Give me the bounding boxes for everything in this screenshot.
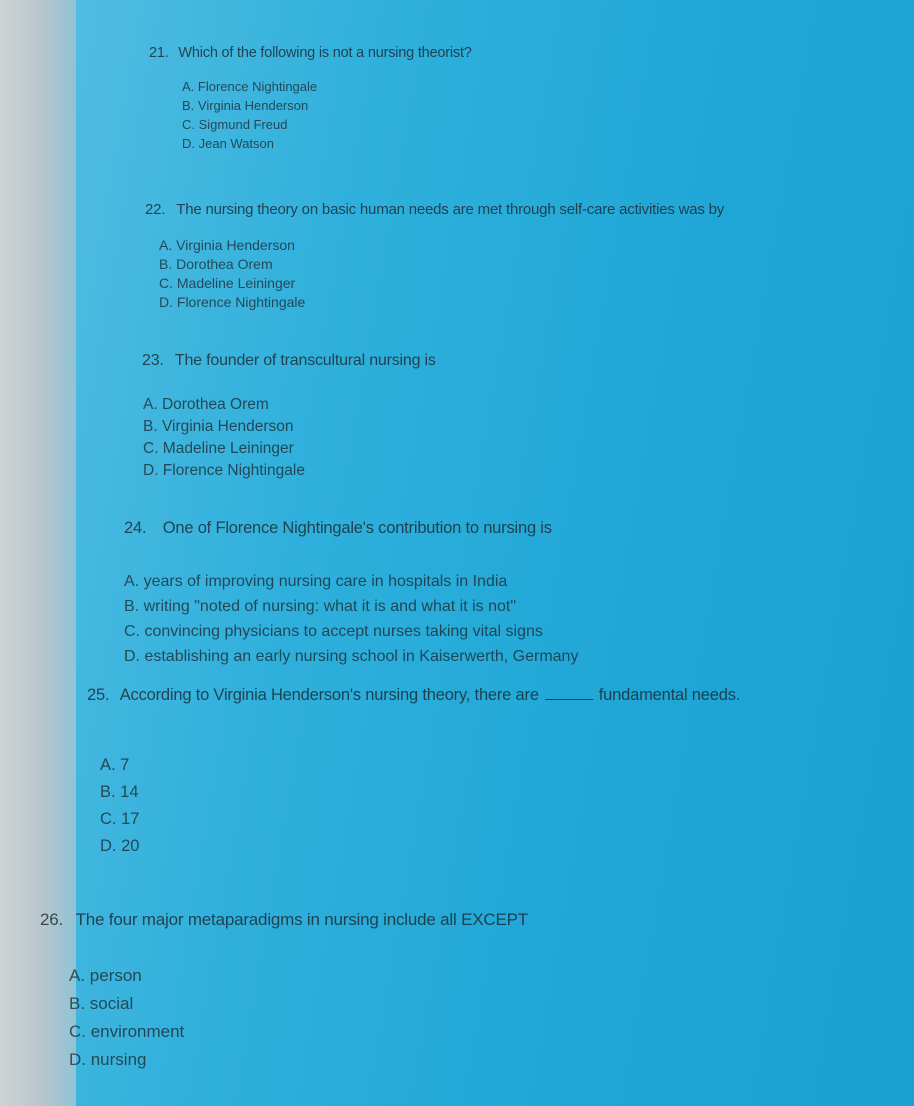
option-a: A. Florence Nightingale bbox=[182, 79, 318, 94]
question-22-options bbox=[159, 236, 305, 312]
question-text: The nursing theory on basic human needs are met through self-care activities was by bbox=[176, 201, 725, 218]
question-23-options bbox=[143, 394, 305, 482]
question-number: 21. bbox=[149, 45, 169, 61]
option-b: B. writing "noted of nursing: what it is and what it is not" bbox=[124, 598, 516, 615]
option-a: A. Virginia Henderson bbox=[159, 237, 295, 253]
option-b: B. 14 bbox=[100, 783, 139, 801]
option-c: C. convincing physicians to accept nurses taking vital signs bbox=[124, 623, 543, 640]
worksheet-page bbox=[40, 0, 914, 1106]
option-d: D. Jean Watson bbox=[182, 136, 275, 151]
question-text: Which of the following is not a nursing theorist? bbox=[178, 45, 472, 61]
option-b: B. Virginia Henderson bbox=[143, 418, 294, 435]
question-25-stem bbox=[87, 686, 740, 705]
question-text-after: fundamental needs. bbox=[598, 686, 741, 704]
option-b: B. social bbox=[69, 994, 134, 1013]
option-c: C. environment bbox=[69, 1022, 185, 1041]
question-24-stem bbox=[124, 519, 552, 538]
option-a: A. Dorothea Orem bbox=[143, 396, 269, 413]
option-b: B. Dorothea Orem bbox=[159, 256, 273, 272]
question-21-options bbox=[182, 77, 317, 153]
question-number: 24. bbox=[124, 519, 147, 537]
question-text: The founder of transcultural nursing is bbox=[174, 352, 436, 369]
option-c: C. Madeline Leininger bbox=[159, 275, 296, 291]
question-23-stem bbox=[142, 352, 436, 370]
question-number: 26. bbox=[40, 910, 64, 929]
desk-edge bbox=[0, 0, 76, 1106]
question-number: 25. bbox=[87, 686, 110, 704]
option-c: C. Madeline Leininger bbox=[143, 440, 294, 457]
question-25-options bbox=[100, 752, 139, 860]
question-24-options bbox=[124, 569, 578, 669]
question-text: The four major metaparadigms in nursing include all EXCEPT bbox=[75, 910, 528, 929]
option-d: D. establishing an early nursing school in Kaiserwerth, Germany bbox=[124, 648, 579, 665]
question-22-stem bbox=[145, 201, 724, 218]
option-a: A. 7 bbox=[100, 756, 130, 774]
option-c: C. Sigmund Freud bbox=[182, 117, 288, 132]
answer-blank bbox=[545, 699, 593, 700]
question-text-before: According to Virginia Henderson's nursing theory, there are bbox=[119, 686, 539, 704]
option-d: D. 20 bbox=[100, 837, 140, 855]
option-c: C. 17 bbox=[100, 810, 140, 828]
question-21-stem bbox=[149, 45, 472, 61]
option-a: A. person bbox=[69, 966, 142, 985]
question-26-options bbox=[69, 962, 184, 1074]
question-number: 23. bbox=[142, 352, 164, 369]
option-d: D. Florence Nightingale bbox=[143, 462, 305, 479]
option-a: A. years of improving nursing care in hospitals in India bbox=[124, 573, 508, 590]
option-d: D. nursing bbox=[69, 1050, 147, 1069]
question-number: 22. bbox=[145, 201, 166, 218]
question-text: One of Florence Nightingale's contribution to nursing is bbox=[162, 519, 552, 537]
option-b: B. Virginia Henderson bbox=[182, 98, 309, 113]
option-d: D. Florence Nightingale bbox=[159, 294, 306, 310]
question-26-stem bbox=[40, 910, 528, 930]
